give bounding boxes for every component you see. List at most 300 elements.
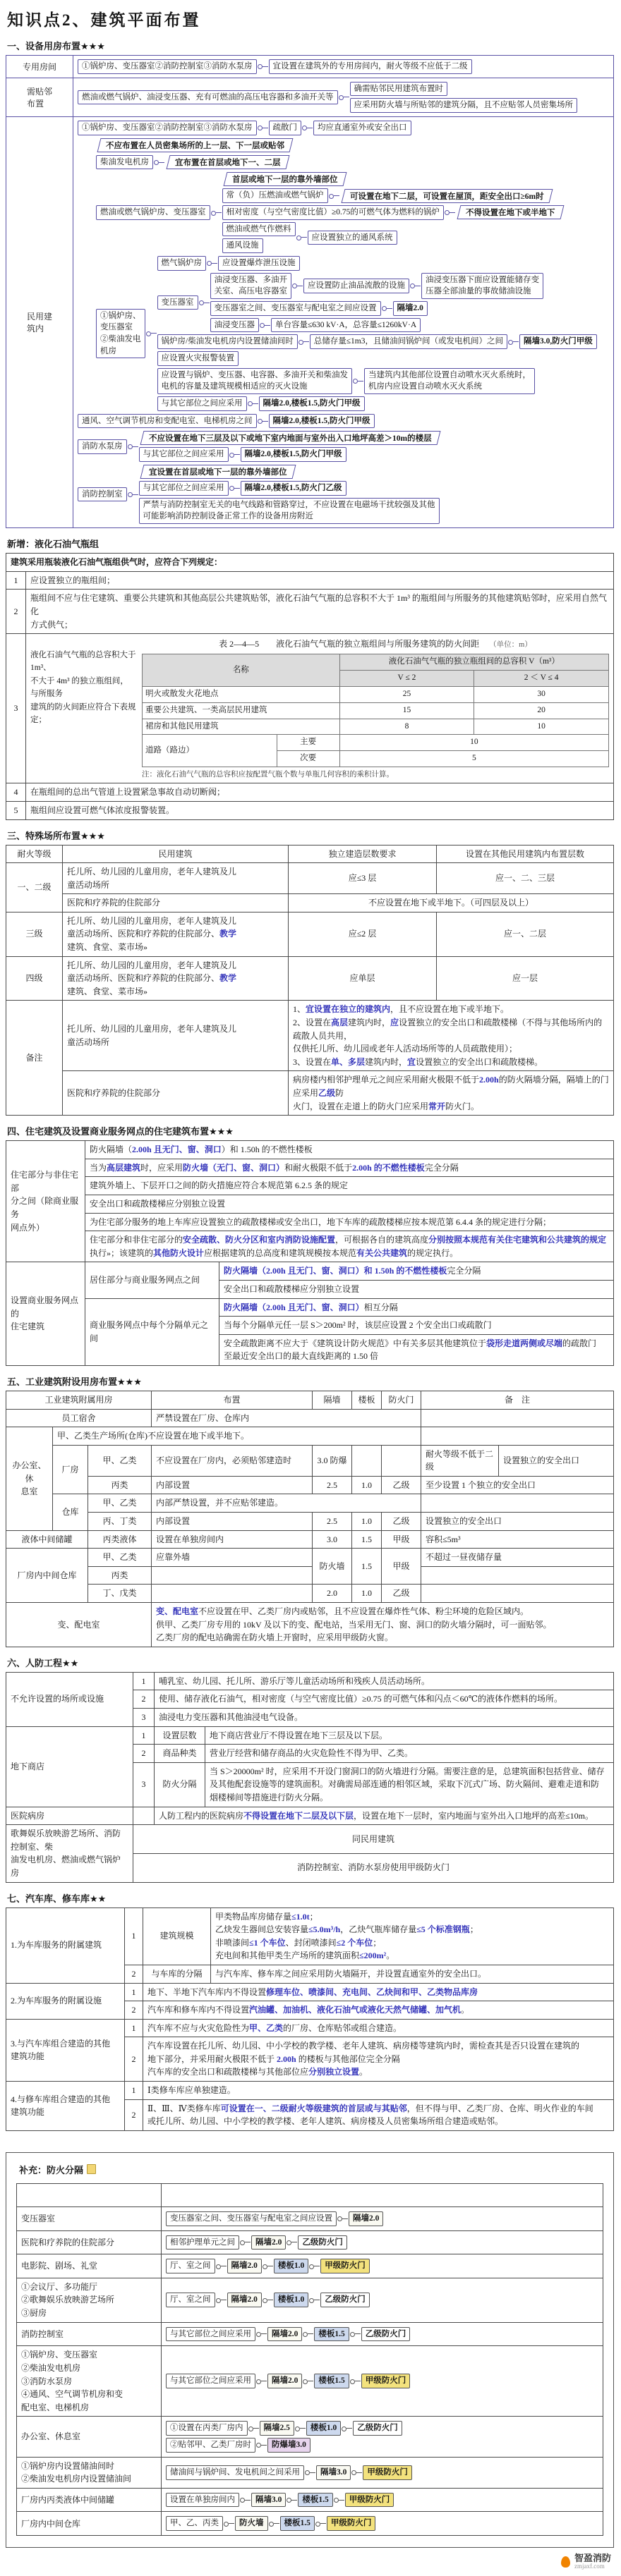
table-row [6, 1213, 614, 1231]
badge: 隔墙2.0,楼板1.5,防火门甲级 [259, 396, 365, 411]
table-row [143, 702, 609, 719]
table-cell: 独立建造层数要求 [289, 845, 437, 863]
table-cell: 在瓶组间的总出气管道上设置紧急事故自动切断阀； [26, 783, 614, 802]
table-cell: 医院和疗养院的住院部分 [63, 1071, 289, 1116]
mindmap-chain [222, 188, 565, 203]
industrial-annex [6, 1391, 614, 1647]
table-row [6, 1262, 614, 1281]
table-row [6, 1177, 614, 1195]
connector-icon [263, 2264, 273, 2269]
connector-icon [260, 322, 270, 328]
table-cell [162, 2322, 603, 2346]
keyword: 教学 [219, 929, 237, 939]
table-cell: 丙、丁类 [88, 1513, 152, 1531]
row-number: 1 [6, 571, 26, 590]
mindmap-box: 通风设施 [222, 238, 263, 253]
keyword: 其他防火设计 [153, 1247, 205, 1258]
table-cell [382, 1445, 421, 1476]
table-cell: 消防控制室 [17, 2322, 162, 2346]
table-row [6, 1141, 614, 1159]
badge: 隔墙2.0 [393, 301, 428, 316]
mindmap-line [78, 59, 609, 74]
connector-icon [211, 210, 222, 216]
badge: 隔墙2.0,楼板1.5,防火门乙级 [241, 481, 346, 496]
table-cell: 甲级 [382, 1549, 421, 1585]
mindmap-box: ②贴邻甲、乙类厂房时 [166, 2438, 255, 2453]
mindmap-box: 油浸变压器 [210, 318, 260, 333]
table-cell: 营业厅经营和储存商品的火灾危险性不得为甲、乙类。 [205, 1745, 614, 1763]
table-cell: 丙类液体 [88, 1530, 152, 1549]
section-6-heading: 六、人防工程★★ [7, 1657, 79, 1668]
connector-icon [269, 2521, 279, 2527]
table-cell: 防火分隔 [155, 1762, 205, 1807]
connector-icon [303, 2379, 313, 2384]
table-unit: （单位：m） [489, 641, 532, 649]
mindmap-chain [166, 2235, 598, 2250]
mindmap-stack [139, 465, 440, 524]
table-cell: 民用建筑 [63, 845, 289, 863]
table-cell [162, 2417, 603, 2457]
badge: 隔墙2.5 [260, 2421, 294, 2436]
table-cell: 主要 [277, 735, 339, 751]
residential-layout-table [6, 1140, 614, 1366]
badge: 楼板1.5 [314, 2327, 349, 2342]
mindmap-row-body [73, 78, 613, 116]
lpg-distance-table [142, 654, 609, 767]
keyword: 分别按照本规范有关住宅建筑和公共建筑的规定 [428, 1235, 607, 1245]
mindmap-chain [210, 301, 544, 316]
table-cell: 地下、半地下汽车库内不得设置修理车位、喷漆间、充电间、乙炔间和甲、乙类物品库房 [143, 1983, 614, 2001]
mindmap-box: 与其它部位之间应采用 [139, 481, 229, 496]
mindmap-banner [140, 431, 440, 445]
table-cell: 3.0 [313, 1530, 352, 1549]
mindmap-box: 燃气锅炉房 [157, 256, 207, 271]
table-cell [162, 2254, 603, 2278]
connector-icon [207, 260, 217, 266]
mindmap-chain [157, 273, 597, 333]
table-row [6, 1195, 614, 1213]
mindmap-box: 相邻护理单元之间 [166, 2235, 239, 2250]
keyword: ≤5.0m³/h [308, 1924, 341, 1935]
table-cell: 地下商店 [6, 1726, 133, 1807]
mindmap-box: 总储存量≤1m3，且储油间锅炉间（或发电机间）之间 [310, 334, 507, 349]
mindmap-chain [166, 2493, 598, 2508]
mindmap-box: ①设置在丙类厂房内 [166, 2421, 248, 2436]
mindmap-box: 应设置火灾报警装置 [157, 351, 239, 366]
keyword: ≤1 个车位 [249, 1937, 286, 1948]
table-row [17, 2206, 603, 2230]
table-cell: 甲、乙类 [88, 1494, 152, 1513]
keyword: ≤5 个标准钢瓶 [416, 1924, 470, 1935]
table-cell: 厂房内丙类液体中间储罐 [17, 2488, 162, 2512]
table-cell: 4.与修车库组合建造的其他 建筑功能 [6, 2082, 125, 2131]
connector-icon [508, 339, 519, 345]
mindmap-banner-text: 宜布置在首层或地下一、二层 [175, 159, 281, 168]
fire-separation [16, 2183, 603, 2536]
table-row [6, 801, 614, 819]
table-cell: 四级 [6, 956, 63, 1001]
mindmap-box: ①锅炉房、变压器室②消防控制室③消防水泵房 [78, 59, 257, 74]
keyword: 变、配电室 [156, 1606, 199, 1617]
table-cell: 1.5 [352, 1549, 382, 1585]
keyword: 2.00h 且无门、窗、洞口 [132, 1144, 222, 1155]
keyword: 有关公共建筑 [356, 1247, 408, 1258]
table-cell: 工业建筑附属用房 [6, 1391, 152, 1409]
mindmap-box: 相对密度（与空气密度比值）≥0.75的可燃气体为燃料的锅炉 [222, 205, 444, 220]
mindmap-chain [139, 447, 442, 462]
table-cell: 汽车库和修车库内不得设置汽油罐、加油机、液化石油气或液化天然气储罐、加气机。 [143, 2001, 614, 2020]
table-row [6, 1071, 614, 1116]
mindmap-row-body [73, 117, 613, 527]
connector-icon [410, 283, 421, 288]
table-cell: 2 [125, 2001, 143, 2020]
table-cell: 设置在单独房间内 [152, 1530, 313, 1549]
lpg-subtable-title [142, 637, 609, 651]
table-cell: 医院和疗养院的住院部分 [63, 894, 289, 912]
table-cell: 应设置独立的瓶组间； [26, 571, 614, 590]
badge: 隔墙2.0 [227, 2293, 262, 2307]
mindmap-line [78, 414, 609, 429]
keyword: ≤200m² [359, 1951, 387, 1961]
badge: 隔墙3.0 [251, 2493, 286, 2508]
connector-icon [256, 2331, 267, 2337]
keyword: 高层建筑 [107, 1162, 141, 1173]
mindmap-chain [222, 238, 296, 253]
table-cell: 安全出口和疏散楼梯应分别独立设置 [85, 1195, 614, 1213]
table-cell: 2.0 [313, 1585, 352, 1603]
connector-icon [353, 378, 363, 384]
table-cell: 不允许设置的场所或设施 [6, 1672, 133, 1726]
table-row [6, 1391, 614, 1409]
mindmap-box: 厅、室之间 [166, 2293, 215, 2307]
mindmap-chain [78, 59, 609, 74]
table-cell: Ⅱ、Ⅲ、Ⅳ类修车库可设置在一、二级耐火等级建筑的首层或与其贴邻，但不得与甲、乙类厂房、仓库、明火作业的车间 或托儿所、幼儿园、中小学校的教学楼、老年人建筑、病房楼及人员密集场所组合建造或贴邻。 [143, 2099, 614, 2130]
mindmap-box: 与其它部位之间应采用 [166, 2327, 255, 2342]
table-cell [162, 2230, 603, 2254]
table-cell [162, 2457, 603, 2488]
table-cell [421, 1427, 614, 1446]
keyword: 安全疏散、防火分区和室内消防设施配置 [183, 1235, 336, 1245]
table-cell: 1 [133, 1672, 155, 1690]
flame-logo-icon [561, 2556, 570, 2568]
table-cell: 3 [133, 1762, 155, 1807]
keyword: ≤1.0t [291, 1911, 310, 1922]
table-cell: 1、宜设置在独立的建筑内，且不应设置在地下或半地下。 2、设置在高层建筑内时，应设置独立的安全出口和疏散楼梯（不得与其他场所内的疏散人员共用， 仅供托儿所、幼儿园或老年人活动场所等的人员疏散使用）； 3、设置在单、多层建筑内时，宜设置独立的安全出口和疏散楼梯。 [289, 1001, 614, 1071]
special-places-table [6, 845, 614, 1116]
mindmap-chain [166, 2421, 598, 2436]
table-row [6, 1159, 614, 1177]
table-cell: 瓶组间不应与住宅建筑、重要公共建筑和其他高层公共建筑贴邻，液化石油气气瓶的总容积不大于 1m³ 的瓶组间与所服务的其他建筑贴邻时，应采用自然气化 方式供气； [26, 590, 614, 634]
table-cell: 当 S＞20000m² 时，应采用不开设门窗洞口的防火墙进行分隔。需要注意的是，总建筑面积包括营业、储存 及其他配套设施等的建筑面积。对确需局部连通的相邻区域，采取下沉式广场、防火隔间、避难走道和防 烟楼梯间等措施进行防火分隔。 [205, 1762, 614, 1807]
table-row [6, 1445, 614, 1476]
table-row [6, 2082, 614, 2100]
table-row [6, 1726, 614, 1745]
table-cell: 丁、戊类 [88, 1585, 152, 1603]
table-cell: 耐火等级不低于二级 [421, 1445, 499, 1476]
table-cell: Ⅰ类修车库应单独建造。 [143, 2082, 614, 2100]
mindmap-banner [167, 155, 289, 169]
badge: 楼板1.5 [314, 2374, 349, 2388]
table-row [6, 1001, 614, 1071]
badge: 乙级防火门 [320, 2293, 370, 2307]
mindmap-banner [457, 205, 563, 219]
equipment-rooms-mindmap [6, 55, 614, 528]
mindmap-box: 应设置防止油品流散的设施 [303, 279, 409, 293]
table-cell: 严禁设置在厂房、仓库内 [152, 1409, 421, 1427]
mindmap-chain [166, 2293, 598, 2307]
badge: 隔墙2.0 [267, 2374, 302, 2388]
table-cell: 仓库 [53, 1494, 88, 1530]
mindmap-banner [223, 172, 346, 186]
mindmap-box: ①锅炉房、 变压器室 ②柴油发电 机房 [96, 309, 145, 359]
keyword: 袋形走道两侧或尽端 [486, 1338, 563, 1348]
connector-icon [258, 418, 268, 424]
table-cell: 液体中间储罐 [6, 1530, 88, 1549]
keyword: 2.00h 的不燃性楼板 [352, 1162, 425, 1173]
table-cell: 托儿所、幼儿园的儿童用房，老年人建筑及儿 童活动场所、医院和疗养院的住院部分、教学 建筑、食堂、菜市场» [63, 956, 289, 1001]
row-number: 5 [6, 801, 26, 819]
mindmap-line [96, 256, 609, 411]
table-cell: 地下商店营业厅不得设置在地下三层及以下层。 [205, 1726, 614, 1745]
table-cell: 不应设置在地下或半地下。（可四层及以上） [289, 894, 614, 912]
chain-line [166, 2421, 598, 2436]
keyword: 2.00h [277, 2053, 296, 2064]
keyword: 常开 [428, 1101, 446, 1111]
table-row [17, 2322, 603, 2346]
connector-icon [256, 2379, 267, 2384]
keyword: 汽油罐、加油机、液化石油气或液化天然气储罐、加气机 [249, 2005, 462, 2015]
table-cell: 商品种类 [155, 1745, 205, 1763]
mindmap-box: 应设置爆炸泄压设施 [218, 256, 300, 271]
table-cell: 应一、二层 [437, 912, 614, 956]
connector-icon [351, 2470, 362, 2475]
mindmap-chain [78, 431, 609, 462]
connector-icon [229, 485, 240, 491]
keyword: 教学 [219, 973, 237, 984]
badge: 楼板1.5 [298, 2493, 332, 2508]
table-title: 液化石油气气瓶的独立瓶组间与所服务建筑的防火间距 [276, 639, 480, 649]
table-cell: 乙级 [382, 1513, 421, 1531]
connector-icon [258, 125, 268, 130]
table-cell: 容积≤5m³ [421, 1530, 614, 1549]
chain-line [166, 2293, 598, 2307]
table-row [17, 2278, 603, 2322]
table-cell: 防火隔墙（2.00h 且无门、窗、洞口）相互分隔 [219, 1298, 614, 1317]
table-cell: 2 [125, 2037, 143, 2082]
keyword: 分别独立设置 [308, 2067, 360, 2077]
table-cell: 安全疏散距离不应大于《建筑设计防火规范》中有关多层其他建筑位于袋形走道两侧或尽端的疏散门 至最近安全出口的最大直线距离的 1.50 倍 [219, 1334, 614, 1365]
keyword: 2.00h [479, 1075, 499, 1085]
table-cell: 变、配电室不应设置在甲、乙类厂房内或贴邻，且不应设置在爆炸性气体、粉尘环境的危险区域内。 供甲、乙类厂房专用的 10kV 及以下的变、配电站，当采用无门、窗、洞口的防火墙分隔时，可一面贴邻。 乙类厂房的配电站确需在防火墙上开窗时，应采用甲级防火窗。 [152, 1603, 614, 1647]
mindmap-box: 与其它部位之间应采用 [157, 396, 247, 411]
mindmap-box: 与其它部位之间应采用 [139, 447, 229, 462]
table-cell: 10 [474, 719, 609, 735]
row-number: 4 [6, 783, 26, 802]
mindmap-box: 燃油或燃气锅炉房、变压器室 [96, 205, 210, 220]
table-cell [152, 1566, 313, 1585]
table-row [143, 654, 609, 671]
connector-icon [302, 125, 313, 130]
mindmap-box: 锅炉房/柴油发电机房内设置储油间时 [157, 334, 298, 349]
table-cell: 医院病房 [6, 1807, 133, 1825]
keyword: 防火隔墙（2.00h 且无门、窗、洞口） [224, 1302, 364, 1312]
table-row [6, 1427, 614, 1446]
table-cell: 至少设置 1 个独立的安全出口 [421, 1476, 614, 1494]
table-cell: 当为高层建筑时，应采用防火墙（无门、窗、洞口）和耐火极限不低于2.00h 的不燃性楼板完全分隔 [85, 1159, 614, 1177]
badge: 乙级防火门 [298, 2235, 347, 2250]
mindmap-stack [157, 256, 597, 411]
table-cell: 病房楼内相邻护理单元之间应采用耐火极限不低于2.00h的防火隔墙分隔，隔墙上的门应采用乙级防 火门，设置在走道上的防火门应采用常开防火门。 [289, 1071, 614, 1116]
table-cell: 厂房内中间仓库 [17, 2512, 162, 2536]
mindmap-banner-text: 不应设置在地下三层及以下或地下室内地面与室外出入口地坪高差＞10m的楼层 [148, 434, 432, 444]
mindmap-banner-text: 宜设置在首层或地下一层的靠外墙部位 [148, 468, 287, 477]
table-row [17, 2230, 603, 2254]
badge: 隔墙2.0,楼板1.5,防火门甲级 [241, 447, 346, 462]
badge: 隔墙2.0 [267, 2327, 302, 2342]
badge: 甲级防火门 [327, 2516, 376, 2531]
mindmap-chain [96, 138, 609, 152]
table-row [6, 894, 614, 912]
table-row [6, 571, 614, 590]
table-cell [421, 1566, 614, 1585]
table-cell: 一、二级 [6, 863, 63, 912]
connector-icon [256, 2442, 267, 2448]
table-row [17, 2512, 603, 2536]
table-row [6, 1298, 614, 1317]
mindmap-line [96, 138, 609, 152]
connector-icon [382, 305, 392, 311]
table-cell: 办公室、休息室 [17, 2417, 162, 2457]
table-cell: 耐火等级 [6, 845, 63, 863]
mindmap-chain [78, 121, 609, 135]
badge: 隔墙2.0 [251, 2235, 286, 2250]
table-cell: 当每个分隔单元任一层 S＞200m² 时，该层应设置 2 个安全出口或疏散门 [219, 1317, 614, 1335]
table-cell [162, 2488, 603, 2512]
connector-icon [248, 401, 258, 406]
mindmap-chain [166, 2327, 598, 2342]
table-row [6, 956, 614, 1001]
connector-icon [216, 2264, 227, 2269]
mindmap-box: 疏散门 [269, 121, 302, 135]
table-cell: 3.0 防爆 [313, 1445, 352, 1476]
mindmap-box: 储油间与锅炉间、发电机间之间采用 [166, 2465, 304, 2480]
mindmap-row-body [73, 56, 613, 78]
table-cell: 次要 [277, 751, 339, 767]
table-row [6, 1585, 614, 1603]
section-4-heading: 四、住宅建筑及设置商业服务网点的住宅建筑布置★★★ [7, 1126, 234, 1137]
mindmap-row-label: 专用房间 [6, 56, 73, 78]
mindmap-chain [139, 481, 440, 496]
keyword: 应 [390, 1018, 399, 1028]
table-cell: 丙类 [88, 1566, 152, 1585]
table-cell: 30 [474, 686, 609, 702]
table-cell: 甲、乙类 [88, 1445, 152, 1476]
badge: 防爆墙3.0 [267, 2438, 310, 2453]
connector-icon [229, 452, 240, 458]
table-cell: 道路（路边） [143, 735, 277, 767]
keyword: 单、多层 [331, 1056, 366, 1067]
lpg-side-note: 液化石油气气瓶的总容积大于 1m³、 不大于 4m³ 的独立瓶组间，与所服务 建筑的防火间距应符合下表规定； [30, 651, 136, 725]
table-cell: 重要公共建筑、一类高层民用建筑 [143, 702, 340, 719]
lpg-table [6, 553, 614, 819]
table-cell: 1 [133, 1726, 155, 1745]
mindmap-chain [166, 2374, 598, 2388]
connector-icon [287, 2240, 297, 2245]
table-row [17, 2457, 603, 2488]
table-row [6, 1494, 614, 1513]
mindmap-chain [166, 2516, 598, 2531]
mindmap-box: 消防控制室 [78, 487, 127, 502]
table-cell: 楼板 [352, 1391, 382, 1409]
mindmap-banner-text: 不得设置在地下或半地下 [465, 209, 555, 218]
mindmap-chain [222, 222, 565, 253]
badge: 隔墙2.0 [349, 2211, 383, 2226]
mindmap-row [6, 117, 613, 527]
connector-icon [337, 2216, 348, 2221]
connector-icon [350, 2379, 361, 2384]
table-row [6, 1476, 614, 1494]
fire-separation-supplement [6, 2152, 614, 2548]
connector-icon [342, 2426, 352, 2431]
table-cell: 内部设置 [152, 1476, 313, 1494]
lpg-intro: 建筑采用瓶装液化石油气瓶组供气时，应符合下列规定： [6, 554, 614, 572]
table-cell: 人防工程内的医院病房不得设置在地下二层及以下层，设置在地下一层时，室内地面与室外出入口地坪的高差≤10m。 [155, 1807, 614, 1825]
table-cell: 与车库的分隔 [143, 1965, 211, 1983]
connector-icon [258, 63, 268, 69]
table-row [143, 686, 609, 702]
badge: 防火墙 [235, 2516, 268, 2531]
table-cell: 25 [339, 686, 474, 702]
table-cell: 1 [125, 1907, 143, 1965]
table-cell: 托儿所、幼儿园的儿童用房，老年人建筑及儿 童活动场所、医院和疗养院的住院部分、教学 建筑、食堂、菜市场» [63, 912, 289, 956]
chain-line [166, 2516, 598, 2531]
table-cell [421, 1494, 614, 1513]
mindmap-row [6, 56, 613, 78]
table-cell: 办公室、休 息室 [6, 1427, 53, 1531]
table-cell: 内部严禁设置，并不应贴邻建造。 [152, 1494, 421, 1513]
connector-icon [309, 2264, 320, 2269]
supplement-heading [19, 2163, 603, 2176]
chain-line [166, 2493, 598, 2508]
garage-table [6, 1907, 614, 2131]
mindmap-chain [139, 498, 440, 524]
connector-icon [128, 492, 138, 497]
table-row [6, 1825, 614, 1854]
badge: 甲级防火门 [345, 2493, 394, 2508]
chain-line [166, 2235, 598, 2250]
watermark-site: zmjaxf.com [574, 2563, 605, 2570]
connector-icon [146, 331, 157, 336]
chain-line [166, 2374, 598, 2388]
table-cell: 布置 [152, 1391, 313, 1409]
table-cell [162, 2512, 603, 2536]
table-row [6, 1231, 614, 1262]
table-cell: 液化石油气气瓶的独立瓶组间的总容积 V（m³） [339, 654, 608, 671]
mindmap-stack [139, 431, 442, 462]
lpg-subtable-main [142, 636, 609, 781]
mindmap-chain [96, 256, 609, 411]
badge: 楼板1.0 [274, 2293, 308, 2307]
connector-icon [303, 2331, 313, 2337]
badge: 乙级防火门 [353, 2421, 402, 2436]
table-row [6, 1603, 614, 1647]
lpg-subtable-wrap [30, 636, 609, 781]
connector-icon [299, 339, 309, 345]
table-row [17, 2183, 603, 2206]
keyword: ≤2 个车位 [336, 1937, 373, 1948]
table-cell: 歌舞娱乐放映游艺场所、消防控制室、柴 油发电机房、燃油或燃气锅炉房 [6, 1825, 133, 1882]
table-cell: ①锅炉房、变压器室 ②柴油发电机房 ③消防水泵房 ④通风、空气调节机房和变 配电室、电梯机房 [17, 2346, 162, 2417]
